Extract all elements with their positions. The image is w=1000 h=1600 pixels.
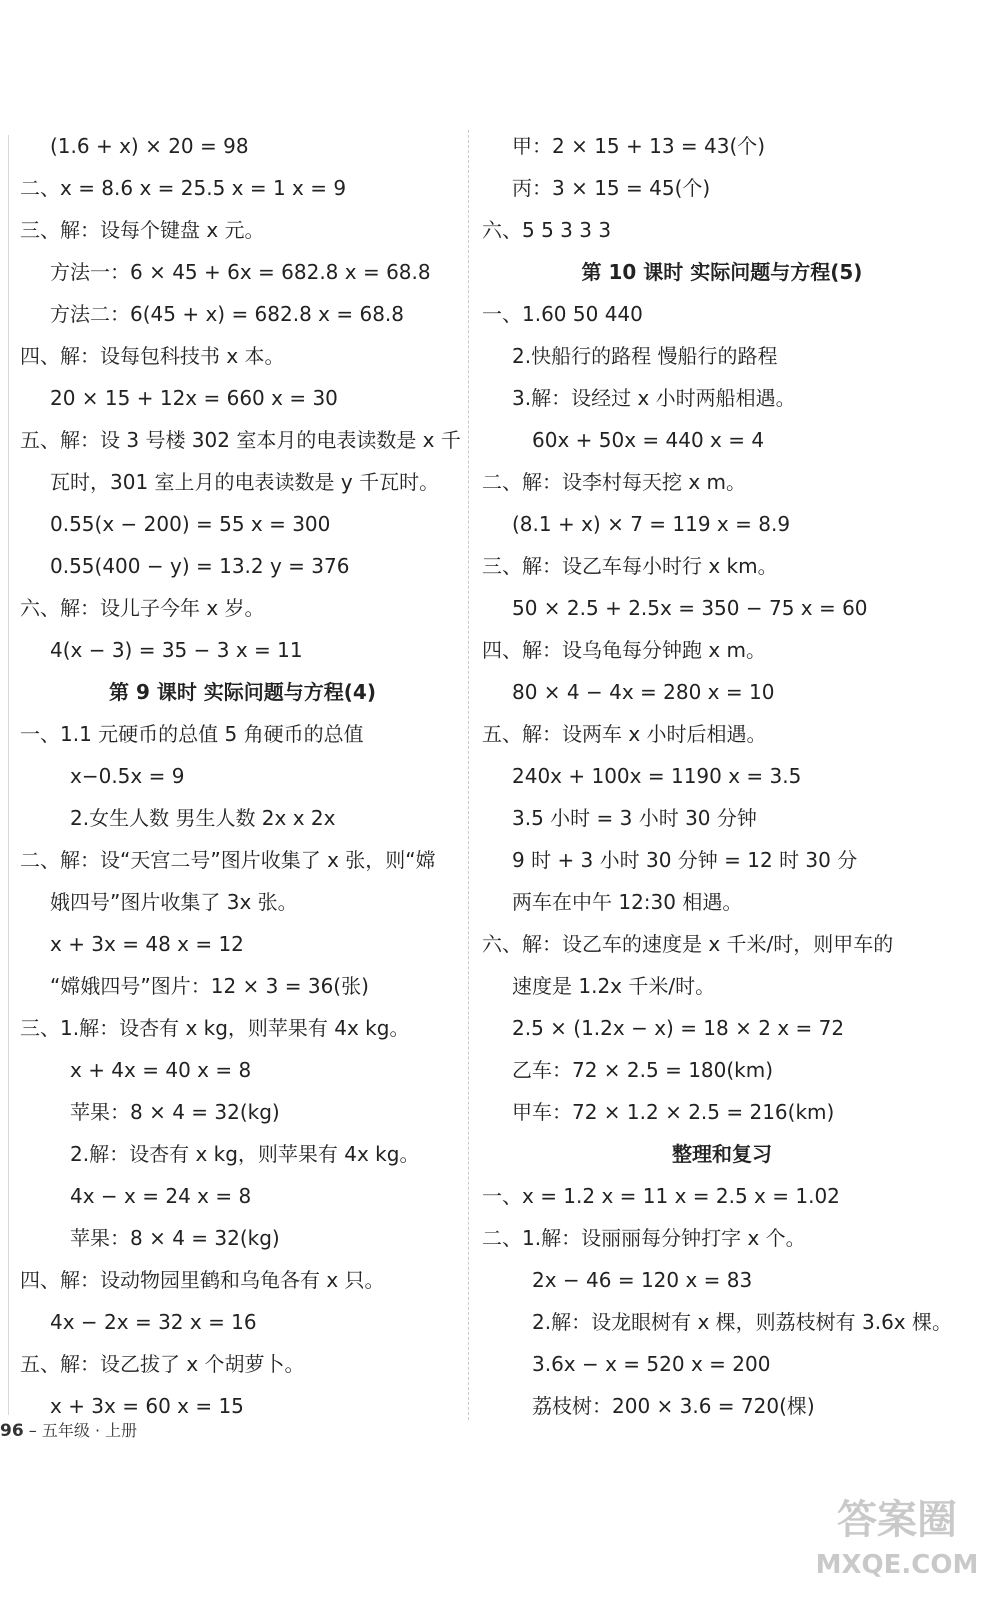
answer-line: 50 × 2.5 + 2.5x = 350 − 75 x = 60	[512, 596, 868, 620]
answer-line: 80 × 4 − 4x = 280 x = 10	[512, 680, 775, 704]
answer-line: 苹果：8 × 4 = 32(kg)	[70, 1100, 280, 1124]
answer-line: 0.55(x − 200) = 55 x = 300	[50, 512, 331, 536]
answer-line: 2x − 46 = 120 x = 83	[532, 1268, 753, 1292]
answer-line: 3.解：设经过 x 小时两船相遇。	[512, 386, 796, 410]
answer-line: 五、解：设乙拔了 x 个胡萝卜。	[20, 1352, 305, 1376]
answer-line: 丙：3 × 15 = 45(个)	[512, 176, 711, 200]
answer-line: 两车在中午 12:30 相遇。	[512, 890, 743, 914]
answer-line: 方法一：6 × 45 + 6x = 682.8 x = 68.8	[50, 260, 431, 284]
answer-line: 乙车：72 × 2.5 = 180(km)	[512, 1058, 774, 1082]
answer-line: 六、解：设乙车的速度是 x 千米/时，则甲车的	[482, 932, 894, 956]
answer-line: 2.5 × (1.2x − x) = 18 × 2 x = 72	[512, 1016, 845, 1040]
answer-line: x−0.5x = 9	[70, 764, 185, 788]
answer-line: 四、解：设每包科技书 x 本。	[20, 344, 285, 368]
answer-line: 2.解：设龙眼树有 x 棵，则荔枝树有 3.6x 棵。	[532, 1310, 952, 1334]
answer-line: 4x − 2x = 32 x = 16	[50, 1310, 257, 1334]
answer-line: 20 × 15 + 12x = 660 x = 30	[50, 386, 338, 410]
left-column	[20, 125, 465, 1427]
answer-line: 娥四号”图片收集了 3x 张。	[50, 890, 298, 914]
answer-line: 3.5 小时 = 3 小时 30 分钟	[512, 806, 757, 830]
watermark-text-top: 答案圈	[837, 1497, 957, 1543]
answer-line: (1.6 + x) × 20 = 98	[50, 134, 249, 158]
answer-line: 五、解：设 3 号楼 302 室本月的电表读数是 x 千	[20, 428, 461, 452]
answer-line: 四、解：设动物园里鹤和乌龟各有 x 只。	[20, 1268, 385, 1292]
answer-line: 苹果：8 × 4 = 32(kg)	[70, 1226, 280, 1250]
page-edge-line	[8, 135, 9, 1415]
answer-line: 速度是 1.2x 千米/时。	[512, 974, 716, 998]
watermark-logo	[812, 1478, 982, 1588]
answer-line: 一、1.1 元硬币的总值 5 角硬币的总值	[20, 722, 364, 746]
answer-line: 荔枝树：200 × 3.6 = 720(棵)	[532, 1394, 815, 1418]
answer-line: 三、1.解：设杏有 x kg，则苹果有 4x kg。	[20, 1016, 410, 1040]
footer-grade: 五年级 · 上册	[41, 1421, 138, 1440]
answer-line: 二、解：设李村每天挖 x m。	[482, 470, 747, 494]
answer-line: 二、解：设“天宫二号”图片收集了 x 张，则“嫦	[20, 848, 436, 872]
answer-line: x + 3x = 48 x = 12	[50, 932, 244, 956]
answer-line: 瓦时，301 室上月的电表读数是 y 千瓦时。	[50, 470, 440, 494]
answer-line: 2.解：设杏有 x kg，则苹果有 4x kg。	[70, 1142, 420, 1166]
answer-line: 二、x = 8.6 x = 25.5 x = 1 x = 9	[20, 176, 347, 200]
answer-line: x + 3x = 60 x = 15	[50, 1394, 244, 1418]
answer-line: (8.1 + x) × 7 = 119 x = 8.9	[512, 512, 791, 536]
answer-line: 2.女生人数 男生人数 2x x 2x	[70, 806, 336, 830]
page-footer	[0, 1418, 137, 1441]
footer-dash: –	[28, 1421, 37, 1440]
watermark-text-bottom: MXQE.COM	[815, 1550, 979, 1580]
answer-line: 2.快船行的路程 慢船行的路程	[512, 344, 778, 368]
answer-line: 甲：2 × 15 + 13 = 43(个)	[512, 134, 766, 158]
answer-line: 4(x − 3) = 35 − 3 x = 11	[50, 638, 303, 662]
answer-line: 五、解：设两车 x 小时后相遇。	[482, 722, 767, 746]
answer-line: 0.55(400 − y) = 13.2 y = 376	[50, 554, 350, 578]
answer-line: 二、1.解：设丽丽每分钟打字 x 个。	[482, 1226, 806, 1250]
answer-line: 三、解：设乙车每小时行 x km。	[482, 554, 778, 578]
answer-line: 六、解：设儿子今年 x 岁。	[20, 596, 265, 620]
answer-line: 方法二：6(45 + x) = 682.8 x = 68.8	[50, 302, 405, 326]
answer-line: “嫦娥四号”图片：12 × 3 = 36(张)	[50, 974, 369, 998]
section-title: 整理和复习	[672, 1142, 772, 1166]
answer-line: 一、1.60 50 440	[482, 302, 643, 326]
answer-line: 240x + 100x = 1190 x = 3.5	[512, 764, 802, 788]
right-column	[482, 125, 962, 1427]
answer-line: 六、5 5 3 3 3	[482, 218, 612, 242]
answer-line: 3.6x − x = 520 x = 200	[532, 1352, 771, 1376]
answer-line: 甲车：72 × 1.2 × 2.5 = 216(km)	[512, 1100, 835, 1124]
answer-line: 60x + 50x = 440 x = 4	[532, 428, 765, 452]
answer-line: 四、解：设乌龟每分钟跑 x m。	[482, 638, 767, 662]
page-number: 96	[0, 1421, 24, 1441]
answer-line: 9 时 + 3 小时 30 分钟 = 12 时 30 分	[512, 848, 858, 872]
answer-line: x + 4x = 40 x = 8	[70, 1058, 252, 1082]
column-divider	[468, 130, 469, 1420]
section-title: 第 9 课时 实际问题与方程(4)	[108, 680, 376, 704]
answer-line: 一、x = 1.2 x = 11 x = 2.5 x = 1.02	[482, 1184, 840, 1208]
answer-line: 三、解：设每个键盘 x 元。	[20, 218, 265, 242]
answer-line: 4x − x = 24 x = 8	[70, 1184, 252, 1208]
section-title: 第 10 课时 实际问题与方程(5)	[581, 260, 863, 284]
